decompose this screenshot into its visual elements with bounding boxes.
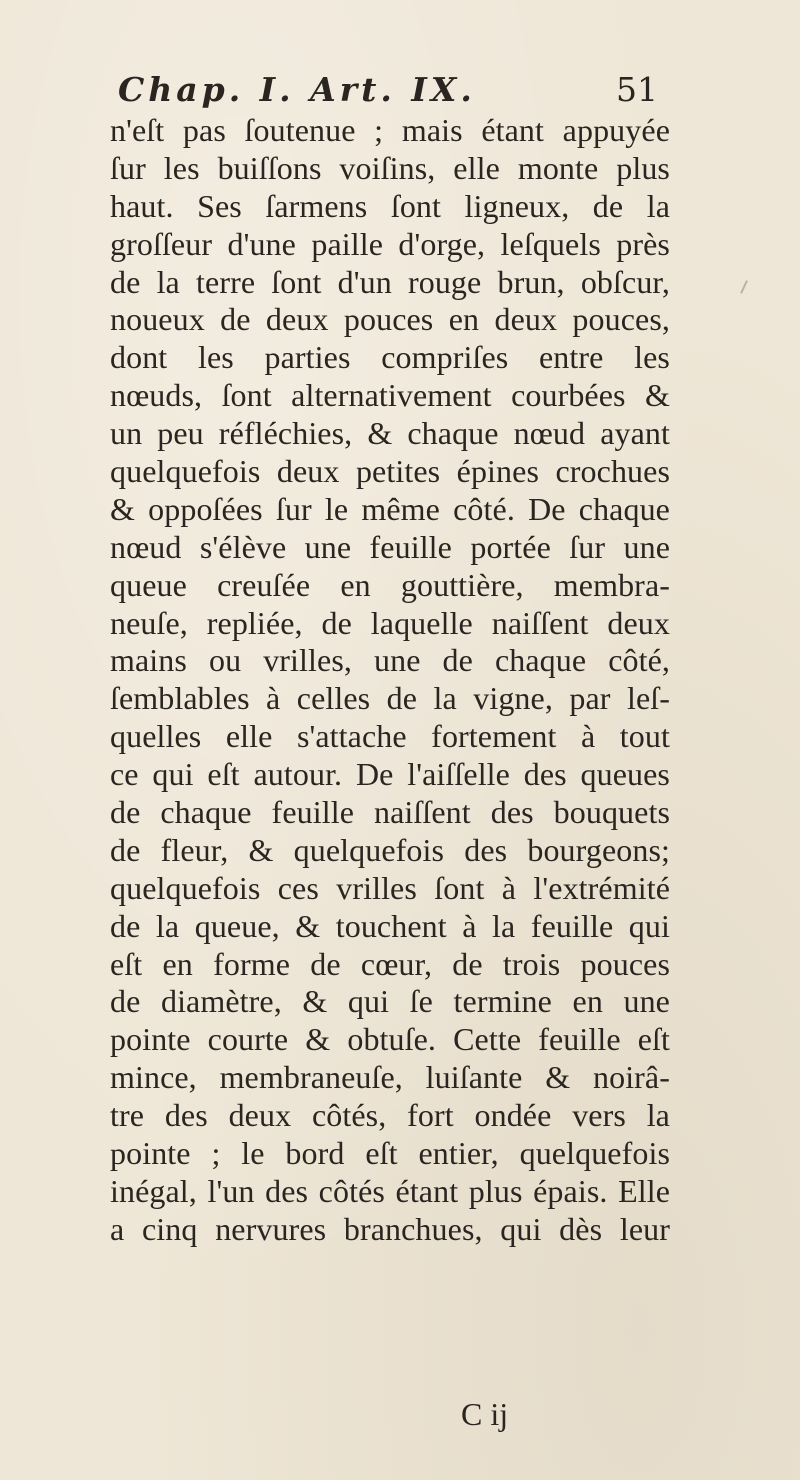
text-line: tre des deux côtés, fort ondée vers la	[110, 1097, 670, 1134]
text-line: dont les parties compriſes entre les	[110, 339, 670, 376]
text-line: noueux de deux pouces en deux pouces,	[110, 301, 670, 338]
text-line: quelquefois deux petites épines crochues	[110, 453, 670, 490]
text-line: & oppoſées ſur le même côté. De chaque	[110, 490, 670, 527]
text-line: quelquefois ces vrilles ſont à l'extrémité	[110, 869, 670, 906]
text-line: groſſeur d'une paille d'orge, leſquels près	[110, 225, 670, 262]
text-line: a cinq nervures branchues, qui dès leur	[110, 1210, 670, 1247]
body-text	[110, 112, 670, 1249]
text-line: quelles elle s'attache fortement à tout	[110, 718, 670, 755]
text-line: eſt en forme de cœur, de trois pouces	[110, 945, 670, 982]
text-line: haut. Ses ſarmens ſont ligneux, de la	[110, 187, 670, 224]
text-line: queue creuſée en gouttière, membra-	[110, 566, 670, 603]
text-line: ſemblables à celles de la vigne, par leſ-	[110, 680, 670, 717]
text-line: nœuds, ſont alternativement courbées &	[110, 377, 670, 414]
text-line: pointe courte & obtuſe. Cette feuille eſt	[110, 1021, 670, 1058]
running-head	[0, 70, 800, 110]
text-line: ce qui eſt autour. De l'aiſſelle des queues	[110, 756, 670, 793]
text-line: ſur les buiſſons voiſins, elle monte plus	[110, 149, 670, 186]
chapter-article-heading: Chap. I. Art. IX.	[118, 70, 476, 109]
text-line: de diamètre, & qui ſe termine en une	[110, 983, 670, 1020]
text-line: mince, membraneuſe, luiſante & noirâ-	[110, 1059, 670, 1096]
text-line: un peu réfléchies, & chaque nœud ayant	[110, 415, 670, 452]
paper-mark	[740, 280, 748, 294]
text-line: de chaque feuille naiſſent des bouquets	[110, 794, 670, 831]
text-line: inégal, l'un des côtés étant plus épais. Elle	[110, 1172, 670, 1209]
page-number: 51	[616, 70, 658, 109]
text-line: de la terre ſont d'un rouge brun, obſcur,	[110, 263, 670, 300]
text-line: de fleur, & quelquefois des bourgeons;	[110, 831, 670, 868]
text-line: n'eſt pas ſoutenue ; mais étant appuyée	[110, 112, 670, 148]
text-line: mains ou vrilles, une de chaque côté,	[110, 642, 670, 679]
text-line: nœud s'élève une feuille portée ſur une	[110, 528, 670, 565]
text-line: pointe ; le bord eſt entier, quelquefois	[110, 1135, 670, 1172]
signature-mark: C ij	[461, 1396, 509, 1432]
text-line: neuſe, repliée, de laquelle naiſſent deux	[110, 604, 670, 641]
text-line: de la queue, & touchent à la feuille qui	[110, 907, 670, 944]
